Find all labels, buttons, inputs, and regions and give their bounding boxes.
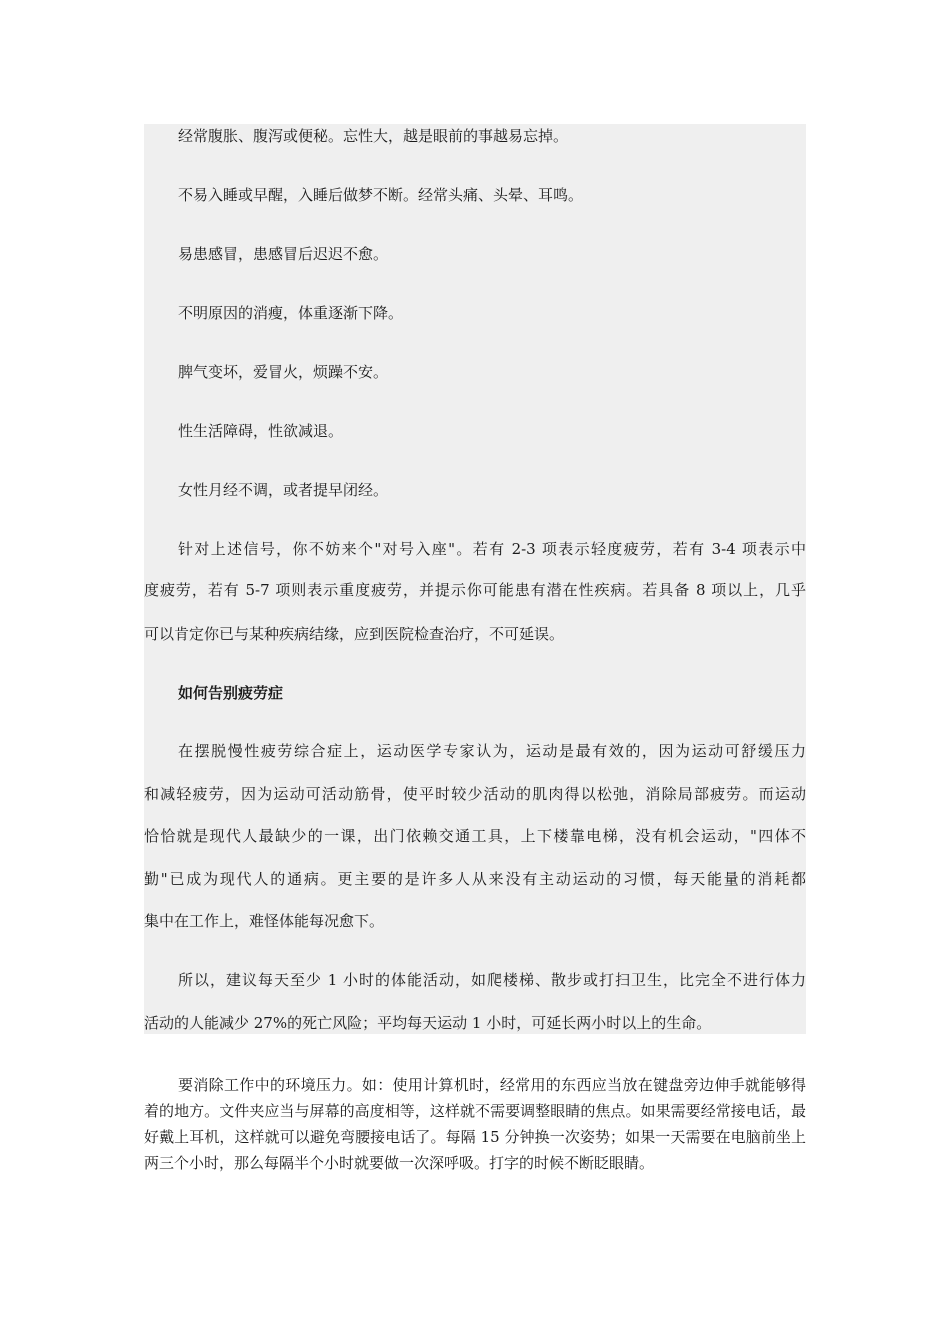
exercise-line-5: 集中在工作上，难怪体能每况愈下。 [144,912,385,930]
symptom-libido: 性生活障碍，性欲减退。 [178,422,344,440]
exercise-line-2: 和减轻疲劳，因为运动可活动筋骨，使平时较少活动的肌肉得以松弛，消除局部疲劳。而运动 [144,785,806,803]
symptom-digestion: 经常腹胀、腹泻或便秘。忘性大，越是眼前的事越易忘掉。 [178,127,569,145]
symptom-temper: 脾气变坏，爱冒火，烦躁不安。 [178,363,389,381]
assessment-line-2: 度疲劳，若有 5-7 项则表示重度疲劳，并提示你可能患有潜在性疾病。若具备 8 项以上，几乎 [144,581,806,599]
symptom-sleep: 不易入睡或早醒，入睡后做梦不断。经常头痛、头晕、耳鸣。 [178,186,584,204]
assessment-line-3: 可以肯定你已与某种疾病结缘，应到医院检查治疗，不可延误。 [144,625,565,643]
exercise-line-1: 在摆脱慢性疲劳综合症上，运动医学专家认为，运动是最有效的，因为运动可舒缓压力 [178,742,806,760]
advice-line-2: 活动的人能减少 27%的死亡风险；平均每天运动 1 小时，可延长两小时以上的生命。 [144,1014,712,1032]
symptom-weight-loss: 不明原因的消瘦，体重逐渐下降。 [178,304,404,322]
exercise-line-4: 勤"已成为现代人的通病。更主要的是许多人从来没有主动运动的习惯，每天能量的消耗都 [144,870,806,888]
assessment-line-1: 针对上述信号，你不妨来个"对号入座"。若有 2-3 项表示轻度疲劳，若有 3-4 项表示中 [178,540,806,558]
section-heading: 如何告别疲劳症 [178,684,284,702]
symptom-cold: 易患感冒，患感冒后迟迟不愈。 [178,245,389,263]
advice-line-1: 所以，建议每天至少 1 小时的体能活动，如爬楼梯、散步或打扫卫生，比完全不进行体力 [178,971,806,989]
workplace-stress-paragraph: 要消除工作中的环境压力。如：使用计算机时，经常用的东西应当放在键盘旁边伸手就能够得着的地方。文件夹应当与屏幕的高度相等，这样就不需要调整眼睛的焦点。如果需要经常接电话，最好戴上耳机，这样就可以避免弯腰接电话了。每隔 15 分钟换一次姿势；如果一天需要在电脑前坐上两三个小时，那么每隔半个小时就要做一次深呼吸。打字的时候不断眨眼睛。 [144,1076,806,1172]
symptom-menstrual: 女性月经不调，或者提早闭经。 [178,481,389,499]
exercise-line-3: 恰恰就是现代人最缺少的一课，出门依赖交通工具，上下楼靠电梯，没有机会运动，"四体不 [144,827,806,845]
